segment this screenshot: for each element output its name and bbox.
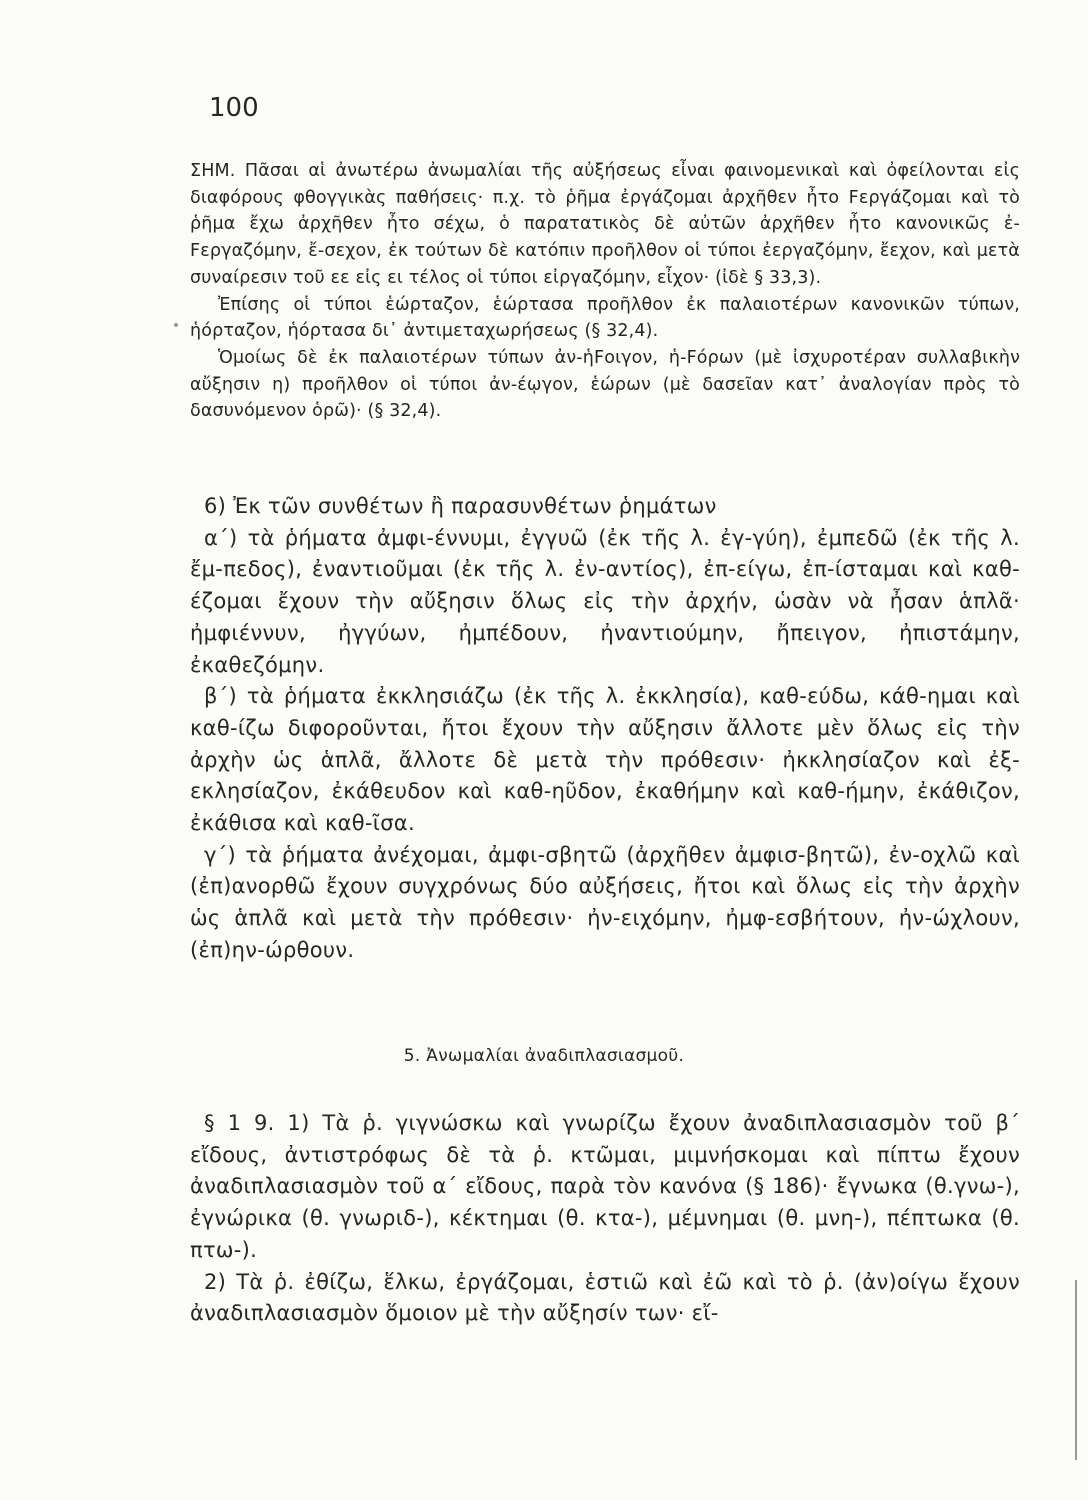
dot-mark [174,323,178,327]
page-number: 100 [209,93,259,123]
section-title: 5. Ἀνωμαλίαι ἀναδιπλασιασμοῦ. [403,1046,685,1066]
main-text-block [190,491,1020,967]
note-paragraph: ΣΗΜ. Πᾶσαι αἱ ἀνωτέρω ἀνωμαλίαι τῆς αὐξήσεως εἶναι φαινομενικαὶ καὶ ὀφείλονται εἰς διαφόρους φθογγικὰς παθήσεις· π.χ. τὸ ῥῆμα ἐργάζομαι ἀρχῆθεν ἦτο Fεργάζομαι καὶ τὸ ῥῆμα ἔχω ἀρχῆθεν ἦτο σέχω, ὁ παρατατικὸς δὲ αὐτῶν ἀρχῆθεν ἦτο κανονικῶς ἐ-Fεργαζόμην, ἔ-σεχον, ἐκ τούτων δὲ κατόπιν προῆλθον οἱ τύποι ἐεργαζόμην, ἔεχον, καὶ μετὰ συναίρεσιν τοῦ εε εἰς ει τέλος οἱ τύποι εἰργαζόμην, εἶχον· (ἰδὲ § 33,3). [190,161,1020,288]
note-block [190,158,1020,425]
main-paragraph: α΄) τὰ ῥήματα ἀμφι-έννυμι, ἐγγυῶ (ἐκ τῆς λ. ἐγ-γύη), ἐμπεδῶ (ἐκ τῆς λ. ἔμ-πεδος), ἐναντιοῦμαι (ἐκ τῆς λ. ἐν-αντίος), ἐπ-είγω, ἐπ-ίσταμαι καὶ καθ-έζομαι ἔχουν τὴν αὔξησιν ὅλως εἰς τὴν ἀρχήν, ὡσὰν νὰ ἦσαν ἁπλᾶ· ἠμφιέννυν, ἠγγύων, ἠμπέδουν, ἠναντιούμην, ἤπειγον, ἠπιστάμην, ἐκαθεζόμην. [190,525,1020,677]
section-text-block [190,1108,1020,1330]
main-paragraph: β΄) τὰ ῥήματα ἐκκλησιάζω (ἐκ τῆς λ. ἐκκλησία), καθ-εύδω, κάθ-ημαι καὶ καθ-ίζω διφοροῦνται, ἤτοι ἔχουν τὴν αὔξησιν ἄλλοτε μὲν ὅλως εἰς τὴν ἀρχὴν ὡς ἁπλᾶ, ἄλλοτε δὲ μετὰ τὴν πρόθεσιν· ἠκκλησίαζον καὶ ἐξ-εκλησίαζον, ἐκάθευδον καὶ καθ-ηῦδον, ἐκαθήμην καὶ καθ-ήμην, ἐκάθιζον, ἐκάθισα καὶ καθ-ῖσα. [190,684,1020,836]
section-paragraph: § 1 9. 1) Τὰ ῥ. γιγνώσκω καὶ γνωρίζω ἔχουν ἀναδιπλασιασμὸν τοῦ β΄ εἴδους, ἀντιστρόφως δὲ τὰ ῥ. κτῶμαι, μιμνήσκομαι καὶ πίπτω ἔχουν ἀναδιπλασιασμὸν τοῦ α΄ εἴδους, παρὰ τὸν κανόνα (§ 186)· ἔγνωκα (θ.γνω-), ἐγνώρικα (θ. γνωριδ-), κέκτημαι (θ. κτα-), μέμνημαι (θ. μνη-), πέπτωκα (θ. πτω-). [190,1111,1020,1262]
main-paragraph: γ΄) τὰ ῥήματα ἀνέχομαι, ἀμφι-σβητῶ (ἀρχῆθεν ἀμφισ-βητῶ), ἐν-οχλῶ καὶ (ἐπ)ανορθῶ ἔχουν συγχρόνως δύο αὐξήσεις, ἤτοι καὶ ὅλως εἰς τὴν ἀρχὴν ὡς ἁπλᾶ καὶ μετὰ τὴν πρόθεσιν· ἠν-ειχόμην, ἠμφ-εσβήτουν, ἠν-ώχλουν, (ἐπ)ην-ώρθουν. [190,842,1020,962]
note-paragraph: Ἐπίσης οἱ τύποι ἑώρταζον, ἑώρτασα προῆλθον ἐκ παλαιοτέρων κανονικῶν τύπων, ἡόρταζον, ἡόρτασα δι᾽ ἀντιμεταχωρήσεως (§ 32,4). [190,294,1020,342]
page-edge-line [1075,1280,1077,1460]
note-paragraph: Ὁμοίως δὲ ἐκ παλαιοτέρων τύπων ἀν-ἡFοιγον, ἡ-Fόρων (μὲ ἰσχυροτέραν συλλαβικὴν αὔξησιν η) προῆλθον οἱ τύποι ἀν-έῳγον, ἑώρων (μὲ δασεῖαν κατ᾽ ἀναλογίαν πρὸς τὸ δασυνόμενον ὁρῶ)· (§ 32,4). [190,347,1020,422]
section-paragraph: 2) Τὰ ῥ. ἐθίζω, ἕλκω, ἐργάζομαι, ἑστιῶ καὶ ἐῶ καὶ τὸ ῥ. (ἀν)οίγω ἔχουν ἀναδιπλασιασμὸν ὅμοιον μὲ τὴν αὔξησίν των· εἴ- [190,1269,1020,1326]
main-heading: 6) Ἐκ τῶν συνθέτων ἢ παρασυνθέτων ῥημάτων [204,494,717,518]
